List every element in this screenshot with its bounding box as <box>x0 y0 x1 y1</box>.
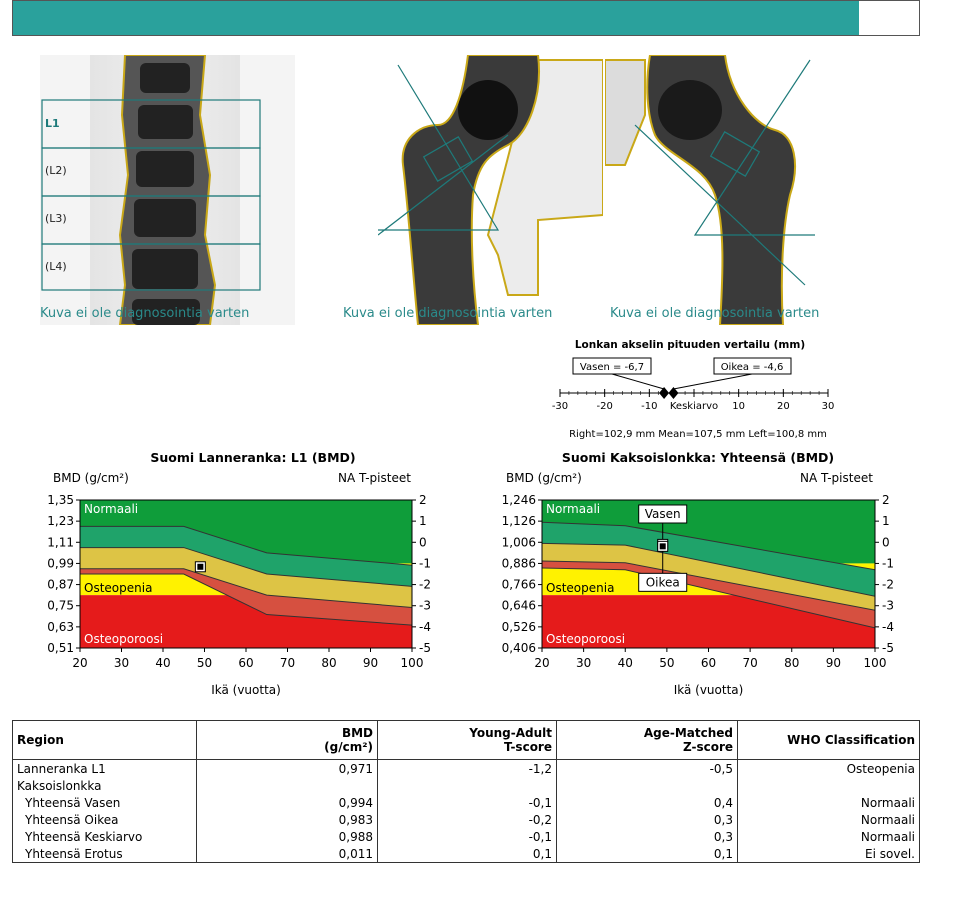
y-tick-label: 0,766 <box>501 577 536 592</box>
y-tick-label: 0,406 <box>501 641 536 655</box>
y-tick-label: 0,646 <box>501 598 536 613</box>
x-tick-label: 90 <box>362 656 379 670</box>
x-tick-label: 40 <box>155 656 171 670</box>
y2-tick-label: -4 <box>419 619 431 634</box>
hal-title: Lonkan akselin pituuden vertailu (mm) <box>574 339 806 351</box>
y-tick-label: 0,526 <box>501 619 536 634</box>
y-tick-label: 1,246 <box>501 493 536 507</box>
header-bmd-line1: BMD <box>341 726 373 740</box>
table-row <box>13 777 920 794</box>
header-who: WHO Classification <box>738 721 920 760</box>
y2-tick-label: -1 <box>419 556 431 571</box>
y2-tick-label: 2 <box>419 493 427 507</box>
cell-region: Yhteensä Vasen <box>13 794 197 811</box>
right-chart-t-unit: NA T-pisteet <box>800 471 873 485</box>
table-header-row <box>13 721 920 760</box>
x-tick-label: 30 <box>575 656 592 670</box>
zone-label-osteoporosis: Osteoporoosi <box>546 632 626 646</box>
y2-tick-label: -3 <box>882 598 894 613</box>
table-row <box>13 811 920 828</box>
y2-tick-label: -4 <box>882 619 894 634</box>
vertebra-label-l3: (L3) <box>45 212 67 225</box>
left-bmd-chart <box>0 490 480 700</box>
y2-tick-label: 2 <box>882 493 890 507</box>
y2-tick-label: -1 <box>882 556 894 571</box>
cell-region: Yhteensä Keskiarvo <box>13 828 197 845</box>
cell-bmd: 0,988 <box>197 828 378 845</box>
header-ya-line1: Young-Adult <box>469 726 552 740</box>
x-tick-label: 70 <box>279 656 296 670</box>
vertebra-label-l4: (L4) <box>45 260 67 273</box>
x-tick-label: 90 <box>825 656 842 670</box>
cell-tscore: -0,1 <box>378 828 557 845</box>
left-chart-y-unit: BMD (g/cm²) <box>53 471 129 485</box>
x-tick-label: 40 <box>617 656 633 670</box>
zone-label-osteopenia: Osteopenia <box>546 581 615 596</box>
y-tick-label: 1,11 <box>47 535 74 550</box>
hip-right-caption: Kuva ei ole diagnosointia varten <box>610 306 820 321</box>
results-table <box>12 720 920 863</box>
x-tick-label: 80 <box>321 656 337 670</box>
table-row <box>13 760 920 778</box>
x-tick-label: 20 <box>72 656 88 670</box>
header-ya-line2: T-score <box>504 740 552 754</box>
x-tick-label: 70 <box>742 656 758 670</box>
hal-center-label: Keskiarvo <box>669 401 719 412</box>
header-bar <box>12 0 920 36</box>
y2-tick-label: -3 <box>419 598 431 613</box>
x-tick-label: 80 <box>784 656 800 670</box>
x-tick-label: 60 <box>700 656 717 670</box>
x-tick-label: 100 <box>400 656 424 670</box>
hal-vasen-marker <box>659 387 669 399</box>
header-bmd <box>197 721 378 760</box>
cell-zscore: -0,5 <box>557 760 738 778</box>
right-chart-y-unit: BMD (g/cm²) <box>506 471 582 485</box>
hal-tick-label: -30 <box>551 401 569 412</box>
cell-tscore: 0,1 <box>378 845 557 863</box>
header-young-adult <box>378 721 557 760</box>
cell-zscore: 0,3 <box>557 811 738 828</box>
cell-region: Kaksoislonkka <box>13 777 197 794</box>
table-row <box>13 828 920 845</box>
cell-bmd: 0,983 <box>197 811 378 828</box>
vertebra-label-l2: (L2) <box>45 164 67 177</box>
y-tick-label: 1,23 <box>47 514 74 529</box>
cell-bmd: 0,971 <box>197 760 378 778</box>
cell-bmd <box>197 777 378 794</box>
vertebra-label-l1: L1 <box>45 117 60 130</box>
y2-tick-label: 1 <box>419 514 427 529</box>
hip-left-caption: Kuva ei ole diagnosointia varten <box>343 306 553 321</box>
y2-tick-label: 0 <box>419 535 427 550</box>
cell-region: Yhteensä Erotus <box>13 845 197 863</box>
cell-region: Yhteensä Oikea <box>13 811 197 828</box>
y-tick-label: 1,35 <box>47 493 74 507</box>
cell-zscore: 0,4 <box>557 794 738 811</box>
table-row <box>13 845 920 863</box>
hal-tick-label: 20 <box>776 401 790 412</box>
y2-tick-label: -5 <box>419 641 431 655</box>
cell-who: Normaali <box>738 828 920 845</box>
y-tick-label: 0,87 <box>47 577 74 592</box>
y-tick-label: 0,63 <box>47 619 74 634</box>
hal-vasen-label: Vasen = -6,7 <box>579 362 645 373</box>
cell-who: Normaali <box>738 811 920 828</box>
cell-who <box>738 777 920 794</box>
spine-caption: Kuva ei ole diagnosointia varten <box>40 306 250 321</box>
hip-axis-length-comparison <box>540 335 850 445</box>
patient-marker-dot <box>660 543 666 549</box>
header-am-line1: Age-Matched <box>643 726 733 740</box>
callout-label-oikea: Oikea <box>645 575 680 590</box>
y2-tick-label: 1 <box>882 514 890 529</box>
cell-tscore: -1,2 <box>378 760 557 778</box>
right-bmd-chart <box>460 490 940 700</box>
x-axis-label: Ikä (vuotta) <box>211 683 281 697</box>
right-hip-scan-image <box>605 55 815 325</box>
cell-who: Osteopenia <box>738 760 920 778</box>
spine-scan-image <box>40 55 295 325</box>
hal-tick-label: 30 <box>821 401 835 412</box>
header-age-matched <box>557 721 738 760</box>
y2-tick-label: 0 <box>882 535 890 550</box>
y2-tick-label: -2 <box>419 577 431 592</box>
y-tick-label: 0,75 <box>47 598 74 613</box>
left-chart-title: Suomi Lanneranka: L1 (BMD) <box>150 450 356 465</box>
zone-label-normal: Normaali <box>546 502 601 516</box>
cell-bmd: 0,011 <box>197 845 378 863</box>
patient-marker-dot <box>197 564 203 570</box>
y-tick-label: 1,006 <box>501 535 536 550</box>
y2-tick-label: -5 <box>882 641 894 655</box>
x-tick-label: 30 <box>113 656 130 670</box>
hal-oikea-label: Oikea = -4,6 <box>720 362 784 373</box>
header-am-line2: Z-score <box>682 740 733 754</box>
zone-label-osteopenia: Osteopenia <box>84 581 153 596</box>
cell-bmd: 0,994 <box>197 794 378 811</box>
x-tick-label: 50 <box>196 656 213 670</box>
cell-zscore: 0,3 <box>557 828 738 845</box>
x-tick-label: 50 <box>659 656 675 670</box>
y-tick-label: 0,886 <box>501 556 536 571</box>
header-bmd-line2: (g/cm²) <box>324 740 373 754</box>
left-chart-t-unit: NA T-pisteet <box>338 471 411 485</box>
hal-tick-label: 10 <box>732 401 746 412</box>
x-tick-label: 100 <box>863 656 887 670</box>
x-axis-label: Ikä (vuotta) <box>673 683 744 697</box>
right-chart-title: Suomi Kaksoislonkka: Yhteensä (BMD) <box>561 450 835 465</box>
y-tick-label: 1,126 <box>501 514 536 529</box>
cell-zscore <box>557 777 738 794</box>
zone-label-normal: Normaali <box>84 502 139 516</box>
header-accent-fill <box>13 1 859 35</box>
y-tick-label: 0,51 <box>47 641 74 655</box>
cell-tscore <box>378 777 557 794</box>
x-tick-label: 20 <box>534 656 550 670</box>
cell-tscore: -0,1 <box>378 794 557 811</box>
zone-label-osteoporosis: Osteoporoosi <box>84 632 164 646</box>
x-tick-label: 60 <box>238 656 254 670</box>
y2-tick-label: -2 <box>882 577 894 592</box>
hal-summary: Right=102,9 mm Mean=107,5 mm Left=100,8 mm <box>569 429 827 440</box>
cell-who: Normaali <box>738 794 920 811</box>
cell-who: Ei sovel. <box>738 845 920 863</box>
cell-region: Lanneranka L1 <box>13 760 197 778</box>
table-row <box>13 794 920 811</box>
callout-label-vasen: Vasen <box>644 507 681 521</box>
hal-tick-label: -20 <box>596 401 613 412</box>
hal-tick-label: -10 <box>641 401 658 412</box>
cell-zscore: 0,1 <box>557 845 738 863</box>
left-hip-scan-image <box>378 55 603 325</box>
cell-tscore: -0,2 <box>378 811 557 828</box>
y-tick-label: 0,99 <box>47 556 74 571</box>
header-region: Region <box>13 721 197 760</box>
